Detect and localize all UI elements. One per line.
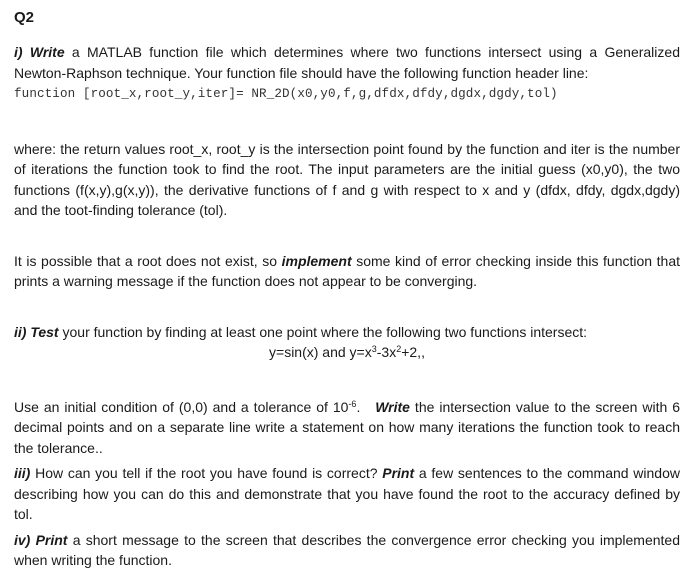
equation-exponent-3: 3	[371, 344, 377, 354]
part4-text: a short message to the screen that describes the convergence error checking you implemented when writing the function.	[14, 531, 681, 568]
equation-part-3: +2,,	[401, 344, 425, 360]
error-text-after: some kind of error checking inside this function that prints a warning message if the function does not appear to be converging.	[14, 252, 680, 289]
part4-label: iv)	[14, 531, 31, 548]
part3-print-emphasis: Print	[382, 465, 415, 481]
equation-part-1: y=sin(x) and y=x	[269, 344, 372, 360]
question-heading: Q2	[14, 9, 35, 26]
error-checking-paragraph	[14, 251, 680, 292]
equation-line	[14, 342, 680, 363]
question-page	[14, 8, 680, 571]
part1-text: a MATLAB function file which determines where two functions intersect using a Generalized Newton-Raphson technique. Your function file should have the following function header line:	[14, 44, 680, 81]
part1-paragraph	[14, 42, 680, 83]
part4-print-emphasis: Print	[35, 531, 68, 548]
part3-paragraph	[14, 463, 680, 525]
part2-label: ii) Test	[14, 323, 59, 340]
part3-text-2: a few sentences to the command window describing how you can do this and demonstrate that you have found the root to the accuracy defined by tol.	[14, 465, 680, 522]
function-header-code: function [root_x,root_y,iter]= NR_2D(x0,y0,f,g,dfdx,dfdy,dgdx,dgdy,tol)	[14, 87, 558, 101]
part2-text: your function by finding at least one point where the following two functions intersect:	[58, 323, 588, 340]
tolerance-exponent: -6	[348, 398, 357, 409]
part2-paragraph	[14, 322, 680, 343]
part1-label: i) Write	[14, 44, 65, 60]
implement-emphasis: implement	[281, 252, 352, 269]
part3-label: iii)	[14, 465, 31, 481]
error-text-before: It is possible that a root does not exist, so	[14, 252, 282, 269]
equation-exponent-2: 2	[396, 344, 402, 354]
part4-paragraph	[14, 530, 680, 571]
initial-text-before: Use an initial condition of (0,0) and a tolerance of 10	[14, 398, 349, 415]
initial-condition-paragraph	[14, 397, 680, 459]
initial-text-middle: .	[356, 398, 376, 415]
part3-text-1: How can you tell if the root you have found is correct?	[30, 465, 383, 481]
equation-part-2: -3x	[376, 344, 397, 360]
where-paragraph: where: the return values root_x, root_y is the intersection point found by the function and iter is the number of iterations the function took to find the root. The input parameters are the initial guess (x0,y0), the two functions (f(x,y),g(x,y)), the derivative functions of f and g with respect to x and y (dfdx, dfdy, dgdx,dgdy) and the toot-finding tolerance (tol).	[14, 140, 680, 218]
initial-text-after: the intersection value to the screen with 6 decimal points and on a separate line write a statement on how many iterations the function took to reach the tolerance..	[14, 398, 680, 456]
write-emphasis: Write	[375, 398, 410, 415]
